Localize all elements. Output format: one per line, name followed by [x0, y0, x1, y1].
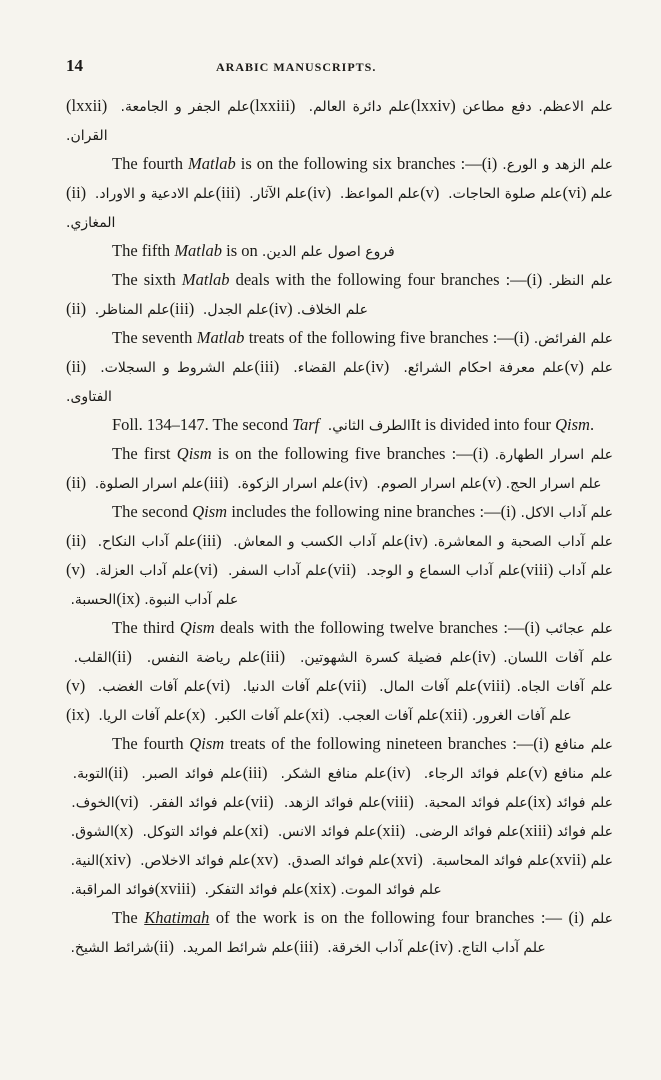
paragraph [66, 614, 613, 730]
item-numeral: (iii) [215, 183, 245, 202]
arabic-term: علم آداب النكاح. [91, 534, 197, 550]
arabic-term: علم منافع الخوف. [66, 766, 613, 811]
arabic-term: فروع اصول علم الدين. [261, 244, 395, 260]
item-numeral: (iv) [472, 647, 504, 666]
arabic-term: علم آداب الكسب و المعاش. [227, 534, 405, 550]
item-numeral: (iv) [268, 299, 297, 318]
item-numeral: (ii) [66, 531, 92, 550]
transliterated-term: Khatimah [144, 908, 210, 927]
item-numeral: (vii) [338, 676, 373, 695]
paragraph [66, 730, 613, 904]
arabic-term: علم رياضة النفس. [139, 650, 261, 666]
item-numeral: (xiii) [519, 821, 557, 840]
text-segment: The fourth [112, 734, 190, 753]
item-numeral: (iii) [293, 937, 323, 956]
text-segment: The second [112, 502, 193, 521]
arabic-term: علم النظر. [548, 273, 614, 289]
item-numeral: (viii) [520, 560, 559, 579]
text-segment: The sixth [112, 270, 182, 289]
item-numeral: (xii) [376, 821, 410, 840]
item-numeral: (iv) [404, 531, 434, 550]
text-segment: includes the following nine branches :—(i) [227, 502, 521, 521]
arabic-term: علم المواعظ. [335, 186, 421, 202]
arabic-term: علم فوائد التوكل. [137, 824, 245, 840]
text-segment: It is divided into four [410, 415, 556, 434]
arabic-term: علم الجفر و الجامعة. [113, 99, 250, 115]
item-numeral: (viii) [380, 792, 419, 811]
item-numeral: (iii) [169, 299, 199, 318]
text-segment: The [112, 908, 145, 927]
arabic-term: علم آداب الصحبة و المعاشرة. [433, 534, 613, 550]
arabic-term: علم معرفة احكام الشرائع. [396, 360, 565, 376]
transliterated-term: Matlab [188, 154, 236, 173]
arabic-term: الطرف الثاني. [323, 418, 411, 434]
item-numeral: (lxxii) [66, 96, 114, 115]
arabic-term: علم فوائد الرضى. [409, 824, 520, 840]
arabic-term: علم الخلاف. [296, 302, 369, 318]
arabic-term: علم المغازي. [66, 186, 613, 231]
arabic-term: علم فوائد الموت. [340, 882, 442, 898]
text-segment: The third [112, 618, 180, 637]
arabic-term: علم آداب العزلة. [90, 563, 195, 579]
item-numeral: (iii) [254, 357, 287, 376]
arabic-term: علم صلوة الحاجات. [443, 186, 563, 202]
transliterated-term: Qism [176, 444, 212, 463]
item-numeral: (viii) [477, 676, 517, 695]
arabic-term: علم آفات الجاه. [516, 679, 613, 695]
paragraph [66, 411, 613, 440]
arabic-term: علم الفرائض. [533, 331, 613, 347]
arabic-term: علم فوائد المراقبة. [66, 853, 613, 898]
arabic-term: علم فوائد الرجاء. [417, 766, 529, 782]
page-header [66, 56, 613, 82]
arabic-term: علم اسرار الصلوة. [90, 476, 204, 492]
arabic-term: علم اسرار الحج. [505, 476, 602, 492]
item-numeral: (xii) [439, 705, 472, 724]
arabic-term: علم آداب السفر. [222, 563, 328, 579]
item-numeral: (ix) [527, 792, 557, 811]
arabic-term: علم اسرار الزكوة. [232, 476, 344, 492]
arabic-term: علم فضيلة كسرة الشهوتين. [292, 650, 473, 666]
item-numeral: (lxxiii) [249, 96, 302, 115]
text-segment: The fifth [112, 241, 175, 260]
item-numeral: (v) [66, 676, 92, 695]
item-numeral: (ii) [111, 647, 140, 666]
item-numeral: (ix) [116, 589, 145, 608]
paragraph [66, 498, 613, 614]
transliterated-term: Matlab [181, 270, 230, 289]
item-numeral: (v) [528, 763, 554, 782]
item-numeral: (ii) [66, 357, 94, 376]
arabic-term: علم الجدل. [198, 302, 269, 318]
paragraph [66, 904, 613, 962]
transliterated-term: Matlab [196, 328, 245, 347]
arabic-term: علم آداب الحسبة. [66, 563, 613, 608]
text-segment: The first [112, 444, 177, 463]
arabic-term: علم فوائد النية. [66, 824, 613, 869]
arabic-term: علم منافع الشكر. [273, 766, 387, 782]
item-numeral: (iii) [203, 473, 233, 492]
arabic-term: علم آداب الخرقة. [322, 940, 430, 956]
arabic-term: علم اسرار الصوم. [371, 476, 483, 492]
item-numeral: (xi) [305, 705, 334, 724]
item-numeral: (x) [113, 821, 138, 840]
text-segment: treats of the following nineteen branches :—(i) [224, 734, 555, 753]
page-body [66, 92, 613, 962]
item-numeral: (v) [482, 473, 506, 492]
item-numeral: (vii) [245, 792, 279, 811]
arabic-term: علم فوائد الصبر. [134, 766, 243, 782]
item-numeral: (iv) [365, 357, 397, 376]
item-numeral: (vi) [194, 560, 223, 579]
item-numeral: (iii) [242, 763, 274, 782]
item-numeral: (ii) [66, 473, 91, 492]
arabic-term: علم الفتاوى. [66, 360, 613, 405]
arabic-term: علم اسرار الطهارة. [494, 447, 613, 463]
item-numeral: (iii) [260, 647, 293, 666]
transliterated-term: Qism [179, 618, 215, 637]
item-numeral: (v) [420, 183, 444, 202]
arabic-term: علم شرائط الشيخ. [66, 911, 613, 956]
arabic-term: علم الاعظم. دفع مطاعن القران. [66, 99, 613, 144]
item-numeral: (iv) [386, 763, 418, 782]
item-numeral: (vi) [562, 183, 591, 202]
item-numeral: (ii) [153, 937, 179, 956]
arabic-term: علم فوائد الفقر. [143, 795, 246, 811]
text-segment: The seventh [112, 328, 197, 347]
arabic-term: علم عجائب القلب. [66, 621, 613, 666]
item-numeral: (vi) [114, 792, 144, 811]
transliterated-term: Tarf [292, 415, 320, 434]
text-segment: is on the following five branches :—(i) [211, 444, 495, 463]
item-numeral: (iv) [344, 473, 372, 492]
item-numeral: (ii) [108, 763, 135, 782]
arabic-term: علم آفات الريا. [93, 708, 187, 724]
arabic-term: علم منافع التوبة. [66, 737, 614, 782]
arabic-term: علم فوائد الشوق. [66, 795, 614, 840]
transliterated-term: Qism [192, 502, 228, 521]
text-segment: treats of the following five branches :—(i) [244, 328, 534, 347]
item-numeral: (vi) [206, 676, 237, 695]
item-numeral: (iv) [429, 937, 458, 956]
arabic-term: علم آفات الدنيا. [236, 679, 339, 695]
paragraph [66, 440, 613, 498]
item-numeral: (xi) [244, 821, 274, 840]
arabic-term: علم فوائد المحبة. [418, 795, 528, 811]
item-numeral: (x) [186, 705, 210, 724]
arabic-term: علم شرائط المريد. [178, 940, 294, 956]
arabic-term: علم المناظر. [90, 302, 170, 318]
arabic-term: علم فوائد التفكر. [200, 882, 305, 898]
text-segment: Foll. 134–147. The second [112, 415, 293, 434]
paragraph [66, 266, 613, 324]
arabic-term: علم فوائد الانس. [273, 824, 377, 840]
arabic-term: علم فوائد الاخلاص. [135, 853, 251, 869]
item-numeral: (xiv) [99, 850, 136, 869]
running-title: ARABIC MANUSCRIPTS. [216, 60, 377, 74]
arabic-term: علم آداب النبوة. [144, 592, 239, 608]
text-segment: of the work is on the following four branches :— (i) [209, 908, 591, 927]
item-numeral: (xv) [250, 850, 283, 869]
arabic-term: علم آداب الاكل. [520, 505, 613, 521]
item-numeral: (iv) [307, 183, 336, 202]
text-segment: The fourth [112, 154, 189, 173]
item-numeral: (xvii) [549, 850, 591, 869]
paragraph [66, 92, 613, 150]
item-numeral: (xviii) [154, 879, 201, 898]
arabic-term: علم آفات الكبر. [209, 708, 306, 724]
arabic-term: علم فوائد الزهد. [278, 795, 381, 811]
item-numeral: (v) [564, 357, 591, 376]
item-numeral: (ix) [66, 705, 94, 724]
item-numeral: (xix) [304, 879, 341, 898]
text-segment: deals with the following twelve branches :—(i) [214, 618, 546, 637]
arabic-term: علم آداب السماع و الوجد. [361, 563, 521, 579]
arabic-term: علم الشروط و السجلات. [93, 360, 255, 376]
arabic-term: علم القضاء. [286, 360, 366, 376]
text-segment: . [589, 415, 595, 434]
transliterated-term: Qism [189, 734, 225, 753]
paragraph [66, 237, 613, 266]
arabic-term: علم آفات العجب. [333, 708, 440, 724]
arabic-term: علم فوائد الصدق. [282, 853, 391, 869]
item-numeral: (xvi) [390, 850, 428, 869]
item-numeral: (vii) [327, 560, 362, 579]
arabic-term: علم الآثار. [244, 186, 308, 202]
arabic-term: علم فوائد المحاسبة. [427, 853, 550, 869]
text-segment: is on [221, 241, 262, 260]
transliterated-term: Qism [555, 415, 590, 434]
arabic-term: علم آفات الغضب. [91, 679, 207, 695]
text-segment: deals with the following four branches :—(i) [229, 270, 549, 289]
text-segment: is on the following six branches :—(i) [235, 154, 503, 173]
page-number: 14 [66, 56, 83, 75]
item-numeral: (ii) [66, 183, 91, 202]
arabic-term: علم الزهد و الورع. [502, 157, 613, 173]
item-numeral: (v) [66, 560, 91, 579]
paragraph [66, 324, 613, 411]
arabic-term: علم آفات المال. [372, 679, 478, 695]
paragraph [66, 150, 613, 237]
arabic-term: علم دائرة العالم. [301, 99, 411, 115]
item-numeral: (lxxiv) [410, 96, 463, 115]
arabic-term: علم آفات الغرور. [471, 708, 572, 724]
arabic-term: علم آداب التاج. [457, 940, 546, 956]
transliterated-term: Matlab [174, 241, 222, 260]
item-numeral: (ii) [66, 299, 91, 318]
arabic-term: علم الادعية و الاوراد. [90, 186, 216, 202]
item-numeral: (iii) [196, 531, 228, 550]
arabic-term: علم آفات اللسان. [503, 650, 614, 666]
